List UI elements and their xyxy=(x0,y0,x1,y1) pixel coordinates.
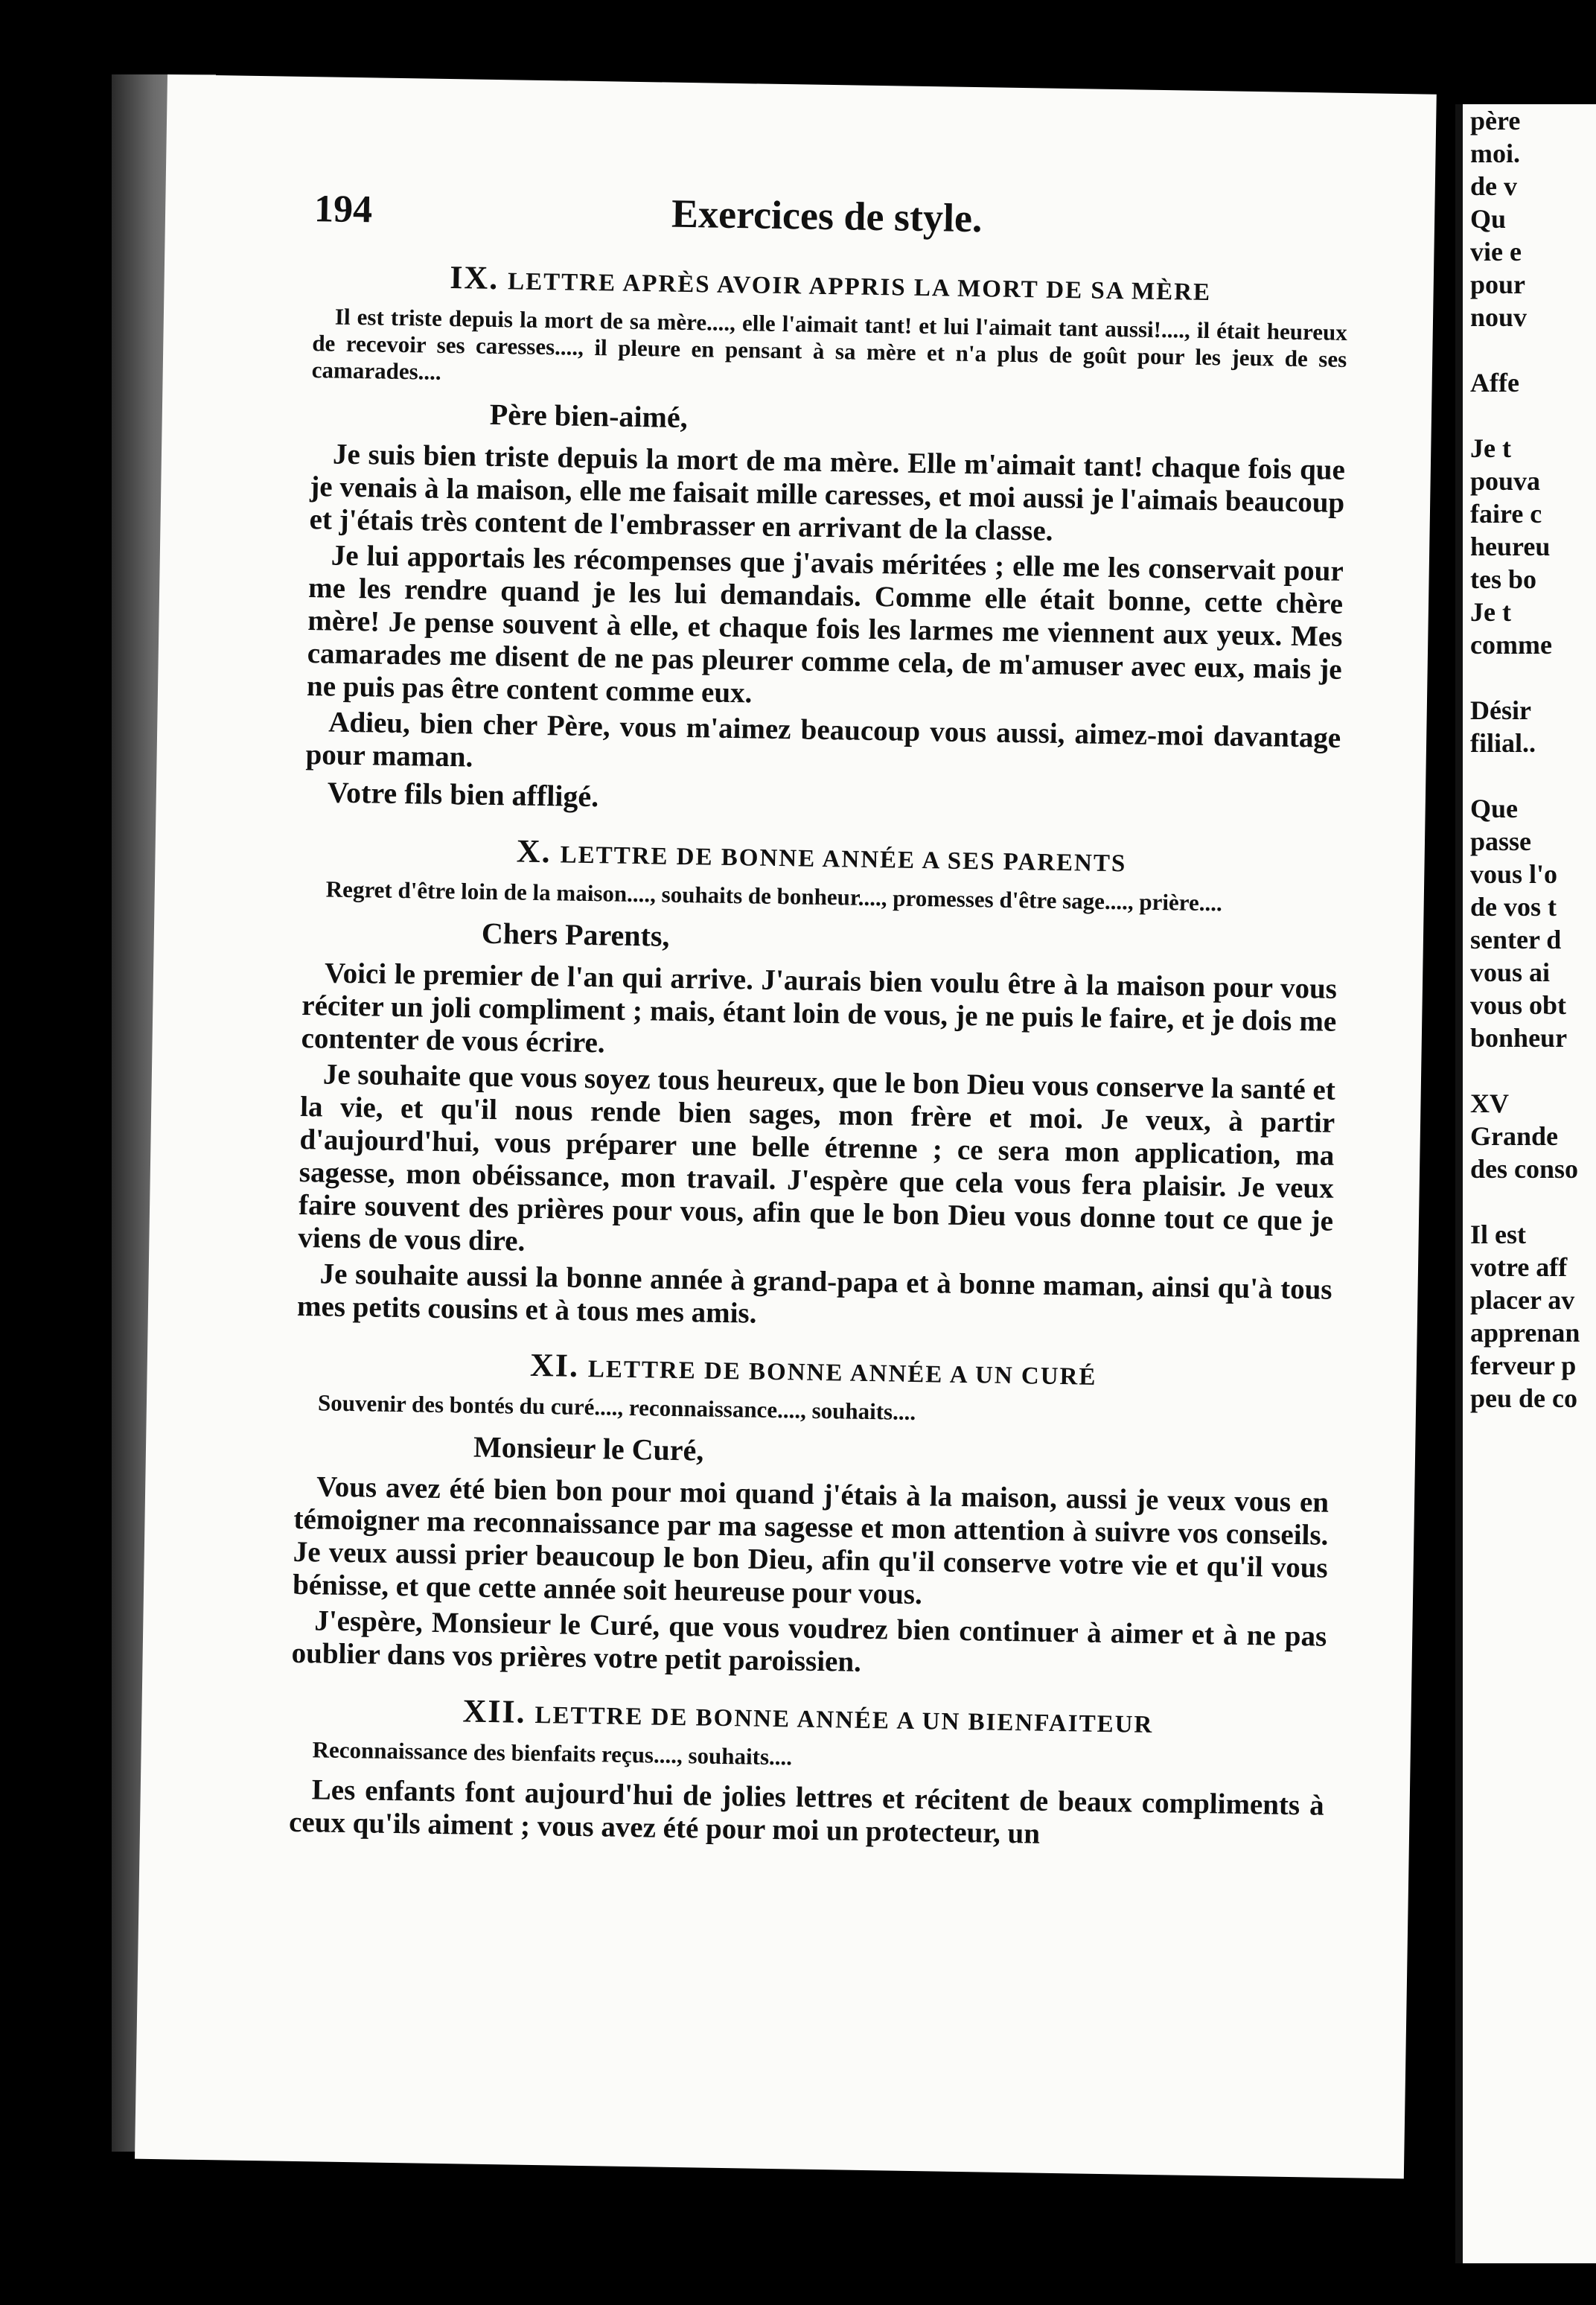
section-xi xyxy=(291,1342,1331,1686)
facing-page-line: nouv xyxy=(1470,302,1528,332)
facing-page-line: bonheur xyxy=(1470,1023,1568,1053)
facing-page xyxy=(1455,104,1596,2263)
page-content xyxy=(289,185,1350,1858)
facing-page-line: Il est xyxy=(1470,1220,1526,1249)
facing-page-line: père xyxy=(1470,106,1521,136)
running-title: Exercices de style. xyxy=(671,191,983,241)
facing-page-line: comme xyxy=(1470,630,1552,660)
section-summary: Reconnaissance des bienfaits reçus...., souhaits.... xyxy=(312,1736,793,1770)
section-title: X. LETTRE DE BONNE ANNÉE A SES PARENTS xyxy=(516,832,1127,878)
facing-page-line: vous ai xyxy=(1470,957,1551,987)
facing-page-line: passe xyxy=(1470,826,1532,856)
facing-page-line: Grande xyxy=(1470,1121,1559,1151)
section-summary: Regret d'être loin de la maison...., souhaits de bonheur...., promesses d'être sage...., prière.... xyxy=(325,876,1223,916)
facing-page-line: vie e xyxy=(1470,237,1522,267)
facing-page-line: Qu xyxy=(1470,204,1507,234)
facing-page-line: XV xyxy=(1470,1088,1509,1118)
facing-page-line: des conso xyxy=(1470,1154,1579,1184)
facing-page-line: Je t xyxy=(1470,597,1511,627)
section-title: IX. LETTRE APRÈS AVOIR APPRIS LA MORT DE SA MÈRE xyxy=(449,258,1212,307)
facing-page-line: filial.. xyxy=(1470,728,1536,758)
facing-page-line xyxy=(1470,661,1596,694)
facing-page-line: votre aff xyxy=(1470,1252,1568,1282)
facing-page-line xyxy=(1470,1054,1596,1087)
facing-page-line: de vos t xyxy=(1470,892,1557,922)
page-header xyxy=(314,185,1350,253)
letter-paragraph: Je souhaite que vous soyez tous heureux, que le bon Dieu vous conserve la santé et la vie, et qu'il nous rende bien sages, mon frère et moi. Je veux, à partir d'aujourd'hui, vous préparer une belle étrenne ; ce sera mon application, ma sagesse, mon obéissance, mon travail. J'espère que cela vous fera plaisir. Je veux faire souvent des prières pour vous, afin que le bon Dieu vous donne tout ce que je viens de vous dire. xyxy=(298,1058,1336,1257)
facing-page-line xyxy=(1470,1185,1596,1218)
facing-page-line: tes bo xyxy=(1470,564,1536,594)
facing-page-line: Je t xyxy=(1470,433,1511,463)
facing-page-line: de v xyxy=(1470,171,1517,201)
section-title: XII. LETTRE DE BONNE ANNÉE A UN BIENFAITEUR xyxy=(462,1692,1154,1739)
letter-paragraph: J'espère, Monsieur le Curé, que vous voudrez bien continuer à aimer et à ne pas oublier dans vos prières votre petit paroissien. xyxy=(291,1604,1327,1678)
facing-page-line: ferveur p xyxy=(1470,1351,1577,1380)
facing-page-line: apprenan xyxy=(1470,1318,1580,1348)
facing-page-text xyxy=(1463,104,1596,1415)
section-ix xyxy=(305,256,1348,826)
facing-page-line: faire c xyxy=(1470,499,1542,529)
facing-page-line: vous obt xyxy=(1470,990,1567,1020)
letter-paragraph: Adieu, bien cher Père, vous m'aimez beaucoup vous aussi, aimez-moi davantage pour maman. xyxy=(305,706,1341,774)
letter-paragraph: Voici le premier de l'an qui arrive. J'aurais bien voulu être à la maison pour vous réciter un joli compliment ; mais, étant loin de vous, je ne puis le faire, et je dois me contenter de vous écrire. xyxy=(301,957,1338,1059)
letter-paragraph: Je souhaite aussi la bonne année à grand-papa et à bonne maman, ainsi qu'à tous mes petits cousins et à tous mes amis. xyxy=(296,1257,1332,1330)
facing-page-line: moi. xyxy=(1470,138,1520,168)
section-xii xyxy=(289,1689,1326,1855)
facing-page-line: senter d xyxy=(1470,925,1562,954)
letter-paragraph: Je lui apportais les récompenses que j'avais méritées ; elle me les conservait pour me les rendre quand je les lui demandais. Comme elle était bonne, cette chère mère! Je pense souvent à elle, et chaque fois les larmes me viennent aux yeux. Mes camarades me disent de ne pas pleurer comme cela, de m'amuser avec eux, mais je ne puis pas être content comme eux. xyxy=(306,539,1344,710)
section-summary: Il est triste depuis la mort de sa mère...., elle l'aimait tant! et lui l'aimait tant aussi!...., il était heureux de recevoir ses caresses...., il pleure en pensant à sa mère et n'a plus de goût pour les jeux de ses camarades.... xyxy=(311,303,1348,385)
facing-page-line: pouva xyxy=(1470,466,1541,496)
letter-paragraph: Je suis bien triste depuis la mort de ma mère. Elle m'aimait tant! chaque fois que je venais à la maison, elle me faisait mille caresses, et moi aussi je l'aimais beaucoup et j'étais très content de l'embrasser en arrivant de la classe. xyxy=(309,438,1346,547)
letter-paragraph: Vous avez été bien bon pour moi quand j'étais à la maison, aussi je veux vous en témoigner ma reconnaissance par ma sagesse et mon attention à suivre vos conseils. Je veux aussi prier beaucoup le bon Dieu, afin qu'il conserve votre vie et qu'il vous bénisse, et que cette année soit heureuse pour vous. xyxy=(292,1470,1330,1611)
letter-paragraph: Les enfants font aujourd'hui de jolies lettres et récitent de beaux compliments à ceux qu'ils aiment ; vous avez été pour moi un protecteur, un xyxy=(288,1773,1325,1850)
facing-page-line xyxy=(1470,759,1596,792)
salutation: Monsieur le Curé, xyxy=(473,1429,704,1467)
facing-page-line: pour xyxy=(1470,270,1526,299)
section-summary: Souvenir des bontés du curé...., reconnaissance...., souhaits.... xyxy=(317,1389,916,1426)
facing-page-line: placer av xyxy=(1470,1285,1575,1315)
section-x xyxy=(297,829,1339,1339)
salutation: Père bien-aimé, xyxy=(489,397,689,435)
facing-page-line: Que xyxy=(1470,794,1519,823)
facing-page-line: Affe xyxy=(1470,368,1519,398)
section-title: XI. LETTRE DE BONNE ANNÉE A UN CURÉ xyxy=(529,1346,1097,1391)
salutation: Chers Parents, xyxy=(481,916,670,953)
book-page xyxy=(135,74,1437,2178)
page-number: 194 xyxy=(313,188,373,232)
facing-page-line: peu de co xyxy=(1470,1383,1577,1413)
signature: Votre fils bien affligé. xyxy=(327,775,599,814)
facing-page-line xyxy=(1470,399,1596,432)
facing-page-line: Désir xyxy=(1470,695,1531,725)
facing-page-line xyxy=(1470,334,1596,366)
facing-page-line: vous l'o xyxy=(1470,859,1558,889)
facing-page-line: heureu xyxy=(1470,532,1551,561)
